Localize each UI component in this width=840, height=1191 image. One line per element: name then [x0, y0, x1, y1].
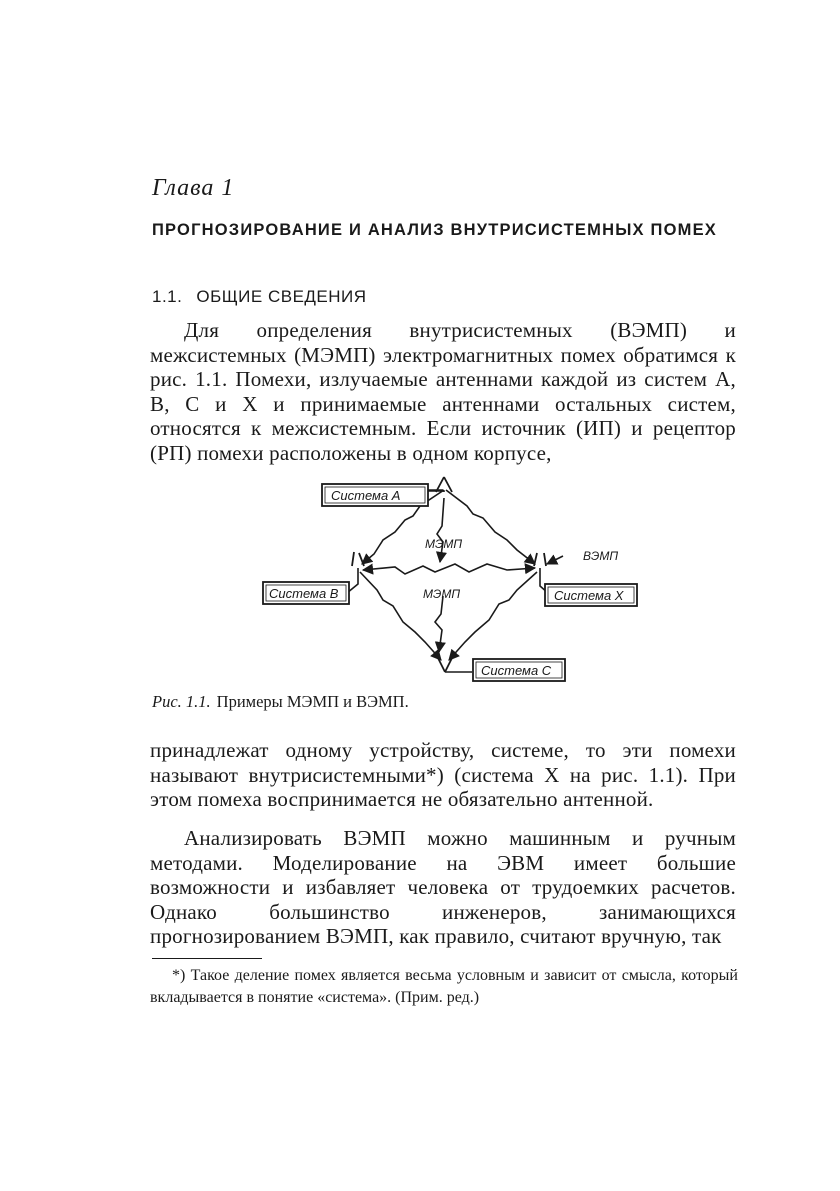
path-center-c [435, 596, 443, 652]
paragraph-1: Для определения внутрисистемных (ВЭМП) и межсистемных (МЭМП) электромагнитных помех обратимся к рис. 1.1. Помехи, излучаемые антеннами каждой из систем A, B, C и X и принимаемые антеннами остальных систем, относятся к межсистемным. Если источник (ИП) и рецептор (РП) помехи расположены в одном корпусе, [150, 318, 736, 465]
label-memp-bottom: МЭМП [423, 587, 461, 601]
label-memp-top: МЭМП [425, 537, 463, 551]
path-vemp [547, 556, 563, 564]
path-a-x [446, 490, 535, 564]
box-b-label: Система B [269, 586, 339, 601]
path-x-c [449, 572, 537, 660]
figure-caption [152, 692, 409, 712]
path-a-center [437, 498, 444, 562]
chapter-heading: Глава 1 [152, 175, 235, 201]
label-vemp: ВЭМП [583, 549, 619, 563]
paragraph-3: Анализировать ВЭМП можно машинным и ручным методами. Моделирование на ЭВМ имеет большие возможности и избавляет человека от трудоемких расчетов. Однако большинство инженеров, занимающихся прогнозированием ВЭМП, как правило, считают вручную, так [150, 826, 736, 949]
box-system-x [545, 584, 637, 606]
footnote-divider [152, 958, 262, 959]
chapter-title: ПРОГНОЗИРОВАНИЕ И АНАЛИЗ ВНУТРИСИСТЕМНЫХ ПОМЕХ [152, 221, 717, 239]
box-c-label: Система C [481, 663, 552, 678]
section-title: ОБЩИЕ СВЕДЕНИЯ [196, 287, 367, 306]
box-x-label: Система X [554, 588, 624, 603]
path-b-c [360, 572, 441, 660]
paragraph-2: принадлежат одному устройству, системе, то эти помехи называют внутрисистемными*) (система X на рис. 1.1). При этом помеха воспринимается не обязательно антенной. [150, 738, 736, 812]
box-a-label: Система A [331, 488, 401, 503]
section-heading [152, 287, 367, 307]
caption-label: Рис. 1.1. [152, 692, 211, 711]
box-system-b [263, 582, 349, 604]
path-b-x [363, 564, 535, 574]
caption-text: Примеры МЭМП и ВЭМП. [216, 692, 409, 711]
figure-1-1 [255, 476, 645, 686]
box-system-a [322, 484, 428, 506]
footnote: *) Такое деление помех является весьма условным и зависит от смысла, который вкладывается в понятие «система». (Прим. ред.) [150, 967, 738, 1006]
antenna-x-icon [534, 553, 546, 566]
box-system-c [473, 659, 565, 681]
interference-diagram [255, 476, 645, 686]
section-number: 1.1. [152, 287, 183, 306]
